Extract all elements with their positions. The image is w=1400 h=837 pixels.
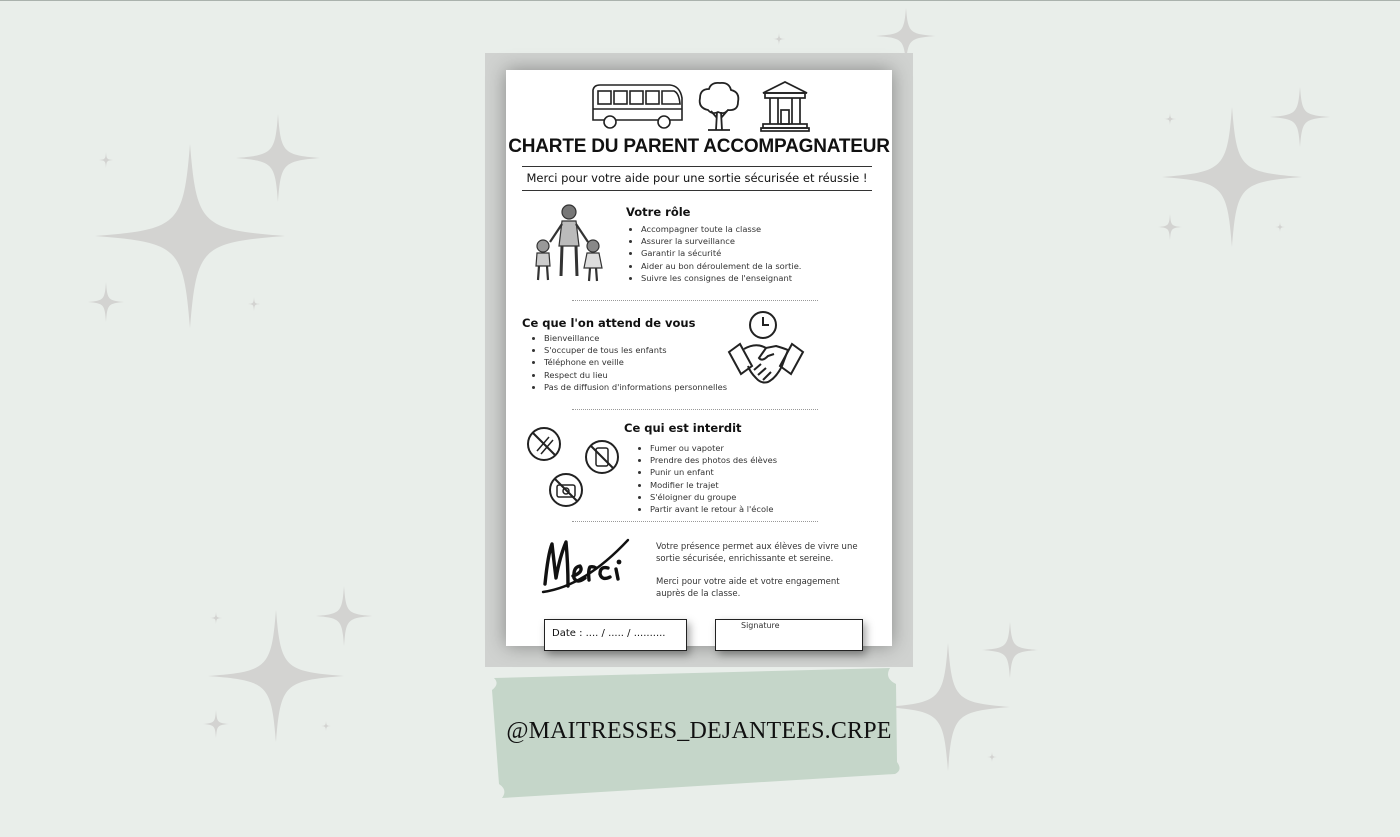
list-item: • Fumer ou vapoter	[650, 442, 777, 454]
list-item: • Respect du lieu	[544, 369, 727, 381]
parent-with-children-icon	[526, 202, 610, 284]
subtitle: Merci pour votre aide pour une sortie sécurisée et réussie !	[526, 171, 868, 185]
section-heading-role: Votre rôle	[626, 205, 691, 219]
list-item: • S'occuper de tous les enfants	[544, 344, 727, 356]
list-item: • Pas de diffusion d'informations personnelles	[544, 381, 727, 393]
section-divider	[572, 409, 818, 410]
list-item: • S'éloigner du groupe	[650, 491, 777, 503]
list-item: • Punir un enfant	[650, 466, 777, 478]
expectations-list	[525, 332, 727, 393]
list-item: • Téléphone en veille	[544, 356, 727, 368]
section-divider	[572, 300, 818, 301]
list-item: • Suivre les consignes de l'enseignant	[641, 272, 801, 284]
list-item: • Bienveillance	[544, 332, 727, 344]
subtitle-divider	[522, 190, 872, 191]
watermark-handle: @MAITRESSES_DEJANTEES.CRPE	[506, 718, 892, 744]
date-field[interactable]	[544, 619, 687, 651]
role-list	[622, 223, 801, 284]
section-heading-expectations: Ce que l'on attend de vous	[522, 316, 696, 330]
signature-field[interactable]	[715, 619, 863, 651]
list-item: • Accompagner toute la classe	[641, 223, 801, 235]
list-item: • Modifier le trajet	[650, 479, 777, 491]
list-item: • Partir avant le retour à l'école	[650, 503, 777, 515]
section-heading-forbidden: Ce qui est interdit	[624, 421, 742, 435]
prohibited-icons	[524, 424, 624, 512]
museum-icon	[760, 80, 810, 132]
list-item: • Aider au bon déroulement de la sortie.	[641, 260, 801, 272]
merci-paragraph-1: Votre présence permet aux élèves de vivre une sortie sécurisée, enrichissante et sereine.	[656, 542, 858, 564]
merci-logo	[540, 534, 632, 602]
tree-icon	[696, 80, 742, 132]
forbidden-list	[631, 442, 777, 515]
merci-paragraph-2: Merci pour votre aide et votre engagement auprès de la classe.	[656, 577, 840, 599]
list-item: • Garantir la sécurité	[641, 247, 801, 259]
signature-label: Signature	[741, 621, 780, 630]
charter-sheet	[506, 70, 892, 646]
handshake-clock-icon	[726, 308, 806, 390]
bus-icon	[590, 82, 684, 130]
title-divider	[522, 166, 872, 167]
list-item: • Assurer la surveillance	[641, 235, 801, 247]
date-field-text: Date : .... / ..... / ..........	[552, 628, 666, 639]
page-title: CHARTE DU PARENT ACCOMPAGNATEUR	[508, 136, 890, 157]
section-divider	[572, 521, 818, 522]
list-item: • Prendre des photos des élèves	[650, 454, 777, 466]
